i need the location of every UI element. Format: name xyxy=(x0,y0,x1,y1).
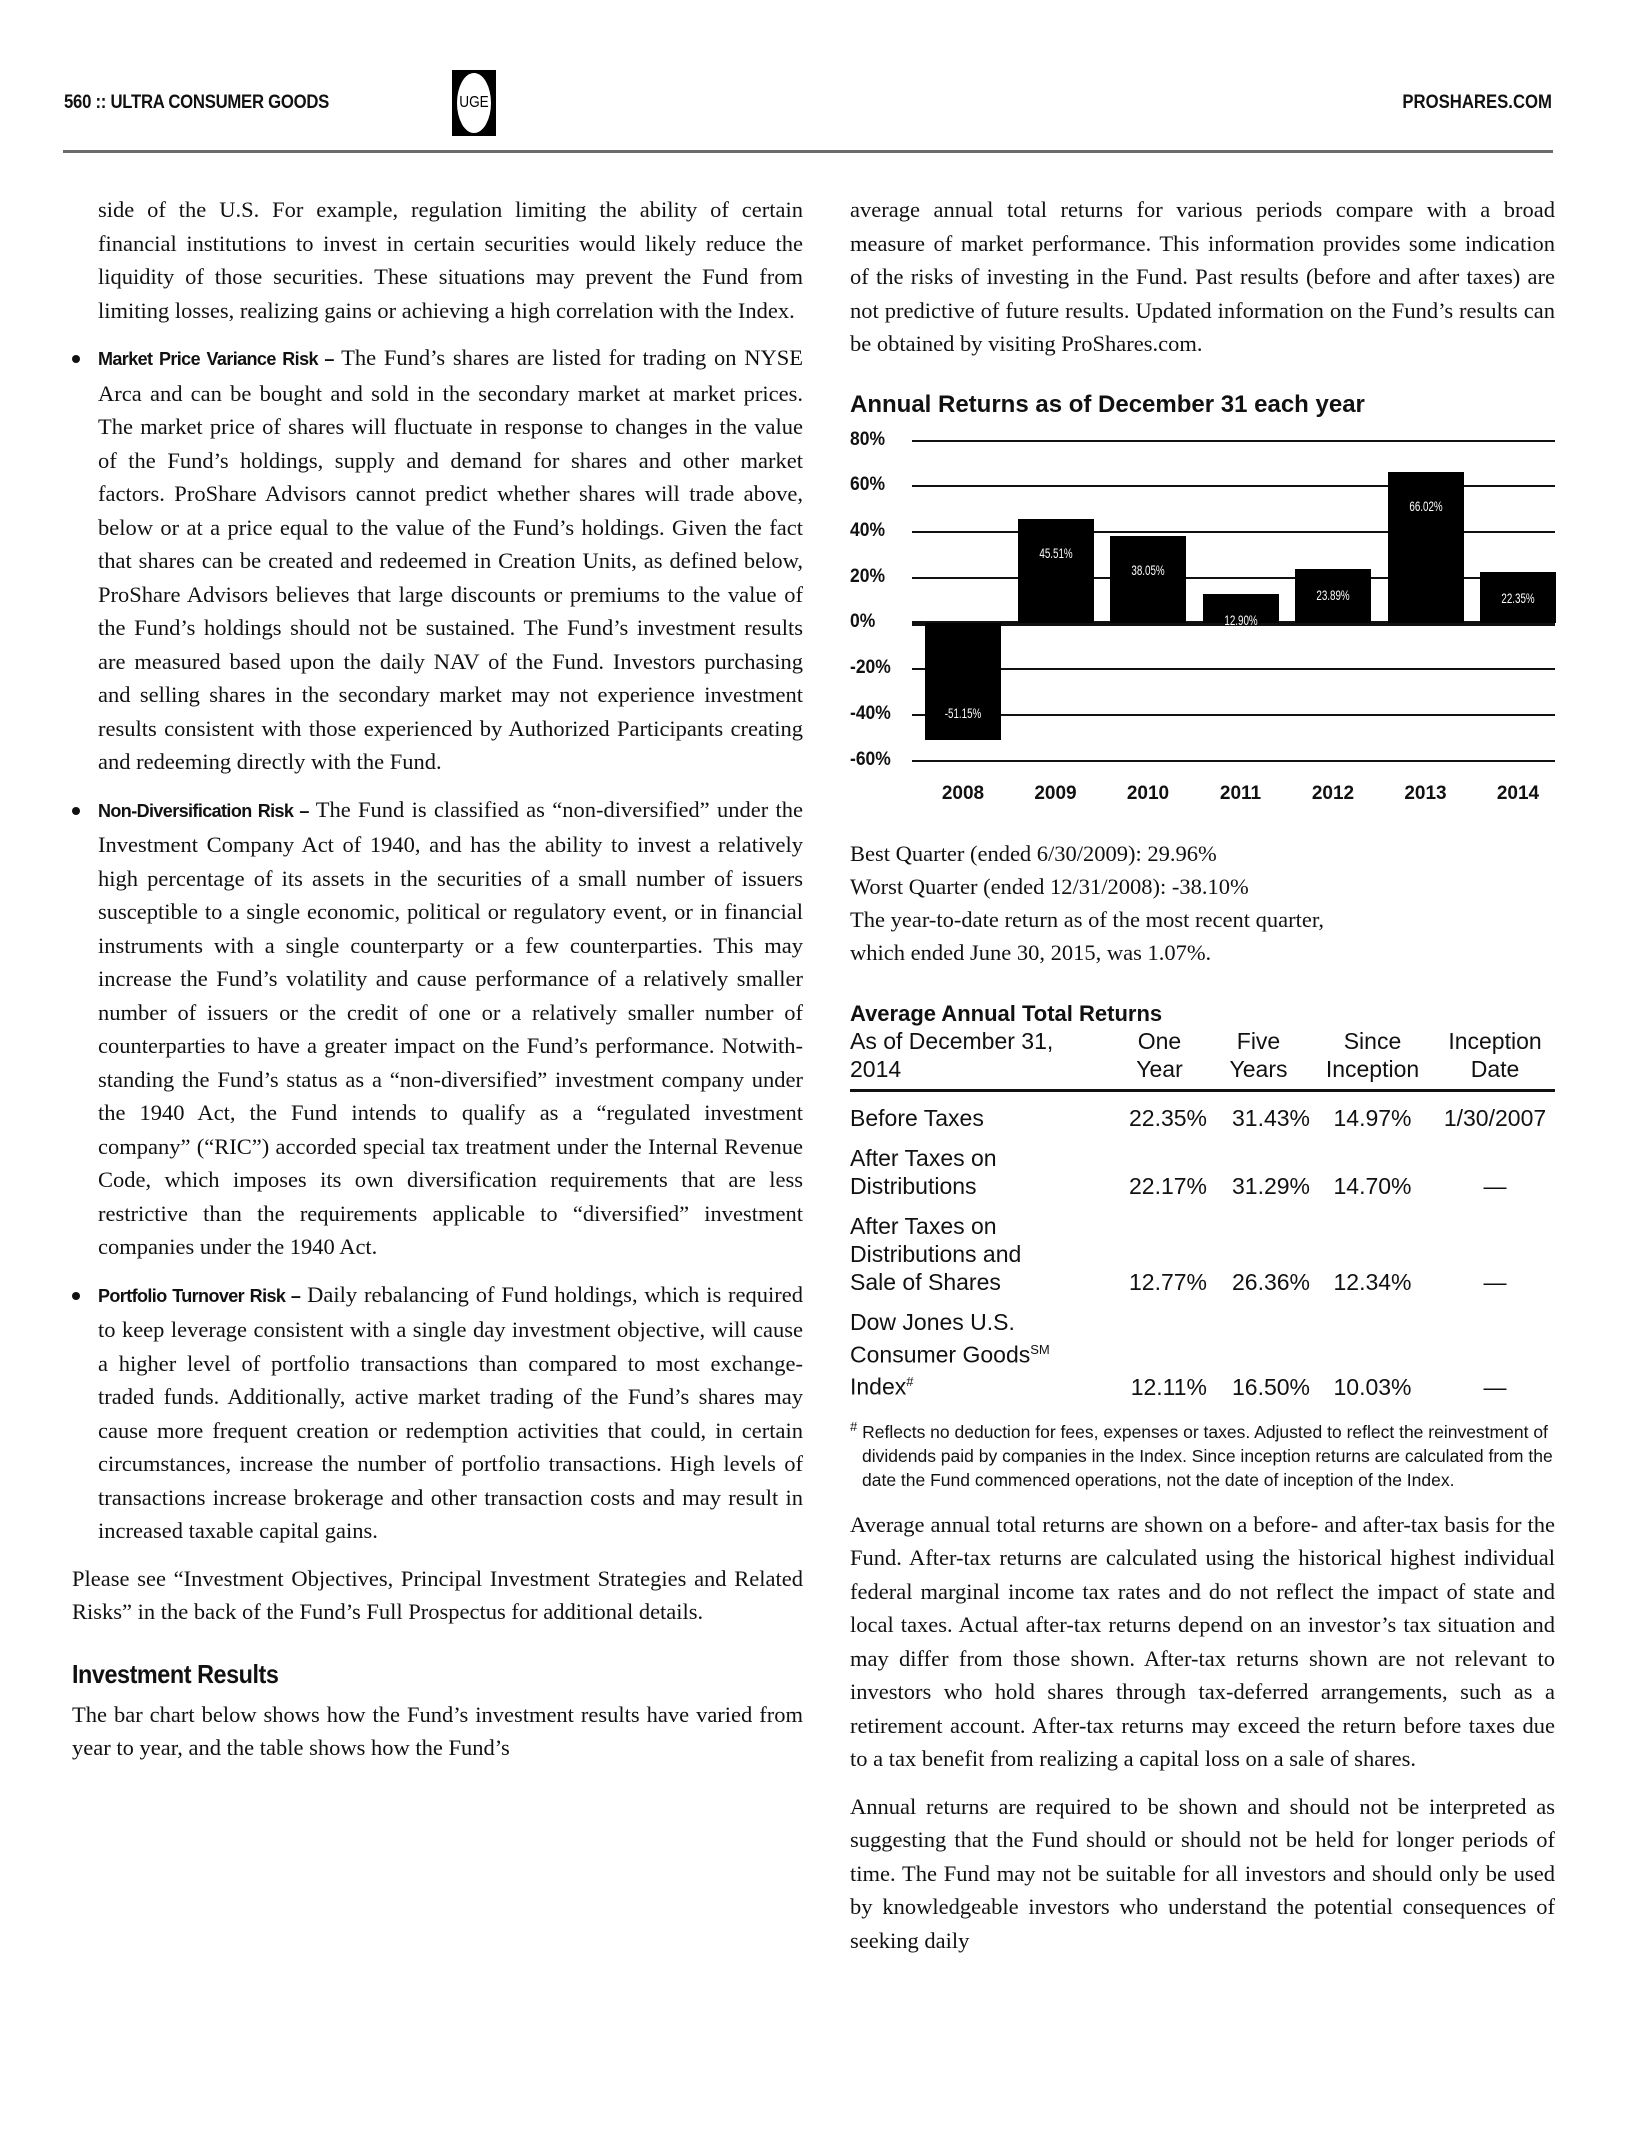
bar-2013 xyxy=(1388,472,1464,623)
gridline xyxy=(912,714,1555,716)
risk-text: The Fund is classified as “non-diversified” under the Investment Company Act of 1940, and has the ability to invest a relatively high percentage of its assets in the securities of a small number of issuers susceptible to a single economic, political or regulatory event, or in financial instruments with a single counterparty or a few counterparties. This may increase the Fund’s volatility and cause performance of a relatively smaller number of issuers or the credit of one or a relatively smaller number of counterparties to have a greater impact on the Fund’s performance. Notwithstanding the Fund’s status as a “non-diversified” investment company under the 1940 Act, the Fund intends to qualify as a “regulated investment company” (“RIC”) accorded special tax treatment under the Internal Revenue Code, which imposes its own diversification requirements that are less restrictive than the requirements applicable to “diversified” investment companies under the 1940 Act. xyxy=(98,796,803,1259)
since-inception-value: 14.97% xyxy=(1333,1104,1412,1131)
table-header-row xyxy=(850,1027,1555,1091)
best-quarter: Best Quarter (ended 6/30/2009): 29.96% xyxy=(850,840,1217,866)
since-inception-value: 10.03% xyxy=(1333,1373,1412,1400)
gridline xyxy=(912,760,1555,762)
one-year-value: 22.35% xyxy=(1128,1104,1207,1131)
y-axis-tick: -20% xyxy=(850,657,891,679)
y-axis-tick: -60% xyxy=(850,748,891,770)
one-year-value: 22.17% xyxy=(1128,1172,1207,1199)
bar-value-label: 12.90% xyxy=(1223,611,1258,628)
risk-bullet-portfolio-turnover xyxy=(98,1278,803,1548)
header-one-year: One Year xyxy=(1112,1027,1207,1091)
header-five-years: Five Years xyxy=(1207,1027,1310,1091)
returns-intro-paragraph: average annual total returns for various periods compare with a broad measure of market performance. This information provides some indication of the risks of investing in the Fund. Past results (before and after taxes) are not predictive of future results. Updated information on the Fund’s results can be obtained by visiting ProShares.com. xyxy=(850,197,1555,356)
header-period: As of December 31, 2014 xyxy=(850,1027,1112,1091)
left-column xyxy=(72,193,804,1765)
risk-title: Non-Diversification Risk – xyxy=(98,800,309,821)
table-footnote: # Reflects no deduction for fees, expenses or taxes. Adjusted to reflect the reinvestment of dividends paid by companies in the Index. Since inception returns are calculated from the date the Fund commenced operations, not the date of inception of the Index. xyxy=(850,1418,1553,1490)
right-column xyxy=(850,193,1555,1957)
see-also-paragraph: Please see “Investment Objectives, Principal Investment Strategies and Related Risks” in the back of the Fund’s Full Prospectus for additional details. xyxy=(72,1565,803,1624)
x-axis-tick: 2012 xyxy=(1311,782,1355,804)
bar-value-label: 38.05% xyxy=(1131,562,1165,579)
bar-value-label: 45.51% xyxy=(1038,545,1073,562)
table-row-after-taxes-sale xyxy=(850,1200,1555,1296)
y-axis-tick: 20% xyxy=(850,565,885,587)
bar-value-label: -51.15% xyxy=(944,704,982,721)
worst-quarter: Worst Quarter (ended 12/31/2008): -38.10% xyxy=(850,873,1249,899)
x-axis-tick: 2013 xyxy=(1404,782,1447,804)
y-axis-tick: 80% xyxy=(850,428,885,450)
bar-2010 xyxy=(1110,536,1186,623)
row-label: After Taxes on Distributions and Sale of Shares xyxy=(850,1212,1022,1295)
ticker-label: UGE xyxy=(457,73,491,133)
annual-returns-bar-chart xyxy=(850,428,1555,811)
five-year-value: 31.43% xyxy=(1231,1104,1310,1131)
bullet-icon xyxy=(72,1292,80,1300)
bullet-icon xyxy=(72,807,80,815)
average-annual-returns-table xyxy=(850,1027,1555,1401)
one-year-value: 12.11% xyxy=(1130,1373,1207,1400)
y-axis-tick: 40% xyxy=(850,519,885,541)
header-inception-date: Inception Date xyxy=(1435,1027,1555,1091)
risk-title: Market Price Variance Risk – xyxy=(98,349,334,369)
table-title: Average Annual Total Returns xyxy=(850,1000,1163,1026)
section-title-investment-results: Investment Results xyxy=(72,1658,279,1689)
row-label: Dow Jones U.S. Consumer Goods℠ Index# xyxy=(850,1308,1050,1400)
ytd-return-line-2: which ended June 30, 2015, was 1.07%. xyxy=(850,939,1212,965)
fund-ticker-badge xyxy=(452,70,496,136)
quarter-stats xyxy=(850,837,1555,969)
risk-title: Portfolio Turnover Risk – xyxy=(98,1285,301,1306)
header-since-inception: Since Inception xyxy=(1310,1027,1435,1091)
one-year-value: 12.77% xyxy=(1128,1268,1207,1295)
x-axis-tick: 2008 xyxy=(941,782,985,804)
bar-2009 xyxy=(1018,519,1094,623)
bar-value-label: 22.35% xyxy=(1501,590,1535,607)
gridline xyxy=(912,440,1555,442)
risk-text: Daily rebalancing of Fund holdings, which is required to keep leverage consistent with a single day investment objective, will cause a higher level of portfolio transactions than compared to most exchange-traded funds. Additionally, active market trading of the Fund’s shares may cause more frequent creation or redemption activities that could, in certain circumstances, increase the number of portfolio transactions. High levels of transactions increase brokerage and other transaction costs and may result in increased taxable capital gains. xyxy=(98,1281,804,1543)
table-row-after-taxes-distributions xyxy=(850,1132,1555,1200)
site-link[interactable]: PROSHARES.COM xyxy=(1402,92,1552,113)
row-label: After Taxes on Distributions xyxy=(850,1144,997,1199)
x-axis-tick: 2009 xyxy=(1034,782,1077,804)
after-tax-paragraph: Average annual total returns are shown on a before- and after-tax basis for the Fund. After-tax returns are calculated using the historical highest individual federal marginal income tax rates and do not reflect the impact of state and local taxes. Actual after-tax returns depend on an investor’s tax situation and may differ from those shown. After-tax returns shown are not relevant to investors who hold shares through tax-deferred arrangements, such as a retirement account. After-tax returns may exceed the return before taxes due to a tax benefit from realizing a capital loss on a sale of shares. xyxy=(850,1511,1555,1772)
x-axis-tick: 2010 xyxy=(1126,782,1170,804)
chart-title: Annual Returns as of December 31 each year xyxy=(850,390,1365,418)
page-header-title: 560 :: ULTRA CONSUMER GOODS xyxy=(64,92,330,113)
closing-paragraph: Annual returns are required to be shown and should not be interpreted as suggesting that the Fund should or should not be held for longer periods of time. The Fund may not be suitable for all investors and should only be used by knowledgeable investors who understand the potential consequences of seeking daily xyxy=(850,1793,1555,1953)
y-axis-tick: 60% xyxy=(850,474,885,496)
risk-text: The Fund’s shares are listed for trading on NYSE Arca and can be bought and sold in the secondary market at market prices. The market price of shares will fluctuate in response to changes in the value of the Fund’s holdings, supply and demand for shares and other market factors. ProShare Advisors cannot predict whether shares will trade above, below or at a price equal to the value of the Fund’s holdings. Given the fact that shares can be created and redeemed in Creation Units, as defined below, ProShare Advisors believes that large discounts or premiums to the value of the Fund’s holdings should not be sustained. The Fund’s investment results are measured based upon the daily NAV of the Fund. Investors purchasing and selling shares in the secondary market may not experience investment results consistent with those experienced by Authorized Participants creating and redeeming directly with the Fund. xyxy=(98,345,804,774)
ytd-return-line-1: The year-to-date return as of the most recent quarter, xyxy=(850,906,1325,932)
five-year-value: 31.29% xyxy=(1231,1172,1310,1199)
risk-bullet-market-price xyxy=(98,341,803,779)
table-row-before-taxes xyxy=(850,1090,1555,1132)
five-year-value: 16.50% xyxy=(1231,1373,1310,1400)
bar-value-label: 23.89% xyxy=(1316,586,1350,603)
inception-date-value: — xyxy=(1483,1268,1507,1295)
x-axis-tick: 2014 xyxy=(1496,782,1540,804)
intro-paragraph: side of the U.S. For example, regulation limiting the ability of certain financial institutions to invest in certain securities would likely reduce the liquidity of those securities. These situations may prevent the Fund from limiting losses, realizing gains or achieving a high correlation with the Index. xyxy=(98,197,803,323)
y-axis-tick: 0% xyxy=(850,611,876,633)
five-year-value: 26.36% xyxy=(1231,1268,1310,1295)
y-axis-tick: -40% xyxy=(850,702,891,724)
investment-results-intro: The bar chart below shows how the Fund’s investment results have varied from year to year, and the table shows how the Fund’s xyxy=(72,1701,803,1760)
row-label: Before Taxes xyxy=(850,1104,984,1131)
bar-value-label: 66.02% xyxy=(1408,498,1443,515)
table-row-index xyxy=(850,1296,1555,1401)
bar-2008 xyxy=(925,623,1001,740)
gridline xyxy=(912,668,1555,670)
inception-date-value: 1/30/2007 xyxy=(1443,1104,1547,1131)
bullet-icon xyxy=(72,355,80,363)
since-inception-value: 14.70% xyxy=(1333,1172,1412,1199)
x-axis-tick: 2011 xyxy=(1219,782,1262,804)
risk-bullet-non-diversification xyxy=(98,793,803,1264)
since-inception-value: 12.34% xyxy=(1333,1268,1412,1295)
inception-date-value: — xyxy=(1483,1373,1507,1400)
header-divider xyxy=(63,150,1553,153)
inception-date-value: — xyxy=(1483,1172,1507,1199)
